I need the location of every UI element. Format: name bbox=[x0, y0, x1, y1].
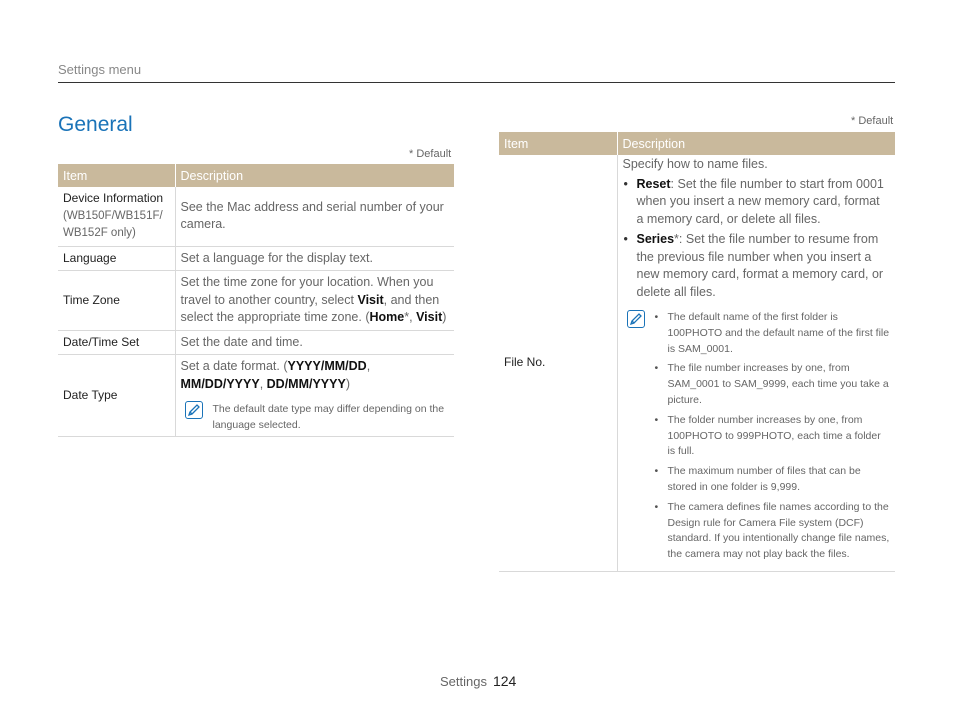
page-footer bbox=[440, 673, 516, 689]
list-item: • The camera defines file names according to the Design rule for Camera File system (DCF) standard. If you intentionally change file names, the camera may not play back the files. bbox=[655, 500, 891, 563]
row-item: Language bbox=[58, 246, 175, 271]
left-col-description: Description bbox=[175, 164, 454, 187]
table-row bbox=[58, 187, 454, 246]
left-default-note: * Default bbox=[409, 148, 452, 160]
row-item: Device Information (WB150F/WB151F/ WB152F only) bbox=[58, 187, 175, 246]
right-col-description: Description bbox=[617, 132, 895, 155]
right-col-item: Item bbox=[499, 132, 617, 155]
list-item: • Series*: Set the file number to resume from the previous file number when you insert a new memory card, format a memory card, or delete all files. bbox=[623, 231, 891, 301]
row-item: File No. bbox=[499, 155, 617, 571]
note-pencil-icon bbox=[627, 310, 645, 328]
table-row bbox=[58, 355, 454, 437]
row-item: Time Zone bbox=[58, 271, 175, 331]
right-settings-table bbox=[499, 132, 895, 572]
file-no-notes bbox=[623, 310, 891, 567]
section-label: Settings menu bbox=[58, 62, 142, 77]
footer-label: Settings bbox=[440, 674, 487, 689]
list-item: • The folder number increases by one, from 100PHOTO to 999PHOTO, each time a folder is full. bbox=[655, 413, 891, 460]
file-no-intro: Specify how to name files. bbox=[622, 157, 768, 171]
row-item: Date/Time Set bbox=[58, 330, 175, 355]
row-description bbox=[617, 155, 895, 571]
row-description: See the Mac address and serial number of your camera. bbox=[175, 187, 454, 246]
left-settings-table bbox=[58, 164, 454, 437]
left-col-item: Item bbox=[58, 164, 175, 187]
date-type-note: The default date type may differ depending on the language selected. bbox=[181, 401, 450, 433]
list-item: • The maximum number of files that can be stored in one folder is 9,999. bbox=[655, 464, 891, 496]
page-number: 124 bbox=[492, 673, 517, 689]
row-description: Set a date format. (YYYY/MM/DD, MM/DD/YYYY, DD/MM/YYYY) The default date type may differ depending on the language selected. bbox=[175, 355, 454, 437]
list-item: • The file number increases by one, from SAM_0001 to SAM_9999, each time you take a picture. bbox=[655, 361, 891, 408]
table-row bbox=[58, 271, 454, 331]
row-item: Date Type bbox=[58, 355, 175, 437]
list-item: • Reset: Set the file number to start from 0001 when you insert a new memory card, format a memory card, or delete all files. bbox=[623, 176, 891, 229]
note-pencil-icon bbox=[185, 401, 203, 419]
table-row bbox=[499, 155, 895, 571]
right-default-note: * Default bbox=[851, 115, 894, 127]
list-item: • The default name of the first folder is 100PHOTO and the default name of the first file is SAM_0001. bbox=[655, 310, 891, 357]
row-description: Set the date and time. bbox=[175, 330, 454, 355]
table-row bbox=[58, 330, 454, 355]
table-row bbox=[58, 246, 454, 271]
header-rule bbox=[58, 82, 895, 83]
row-description: Set a language for the display text. bbox=[175, 246, 454, 271]
page-title: General bbox=[58, 113, 133, 136]
row-description: Set the time zone for your location. When you travel to another country, select Visit, and then select the appropriate time zone. (Home*, Visit) bbox=[175, 271, 454, 331]
file-no-options bbox=[623, 176, 891, 302]
